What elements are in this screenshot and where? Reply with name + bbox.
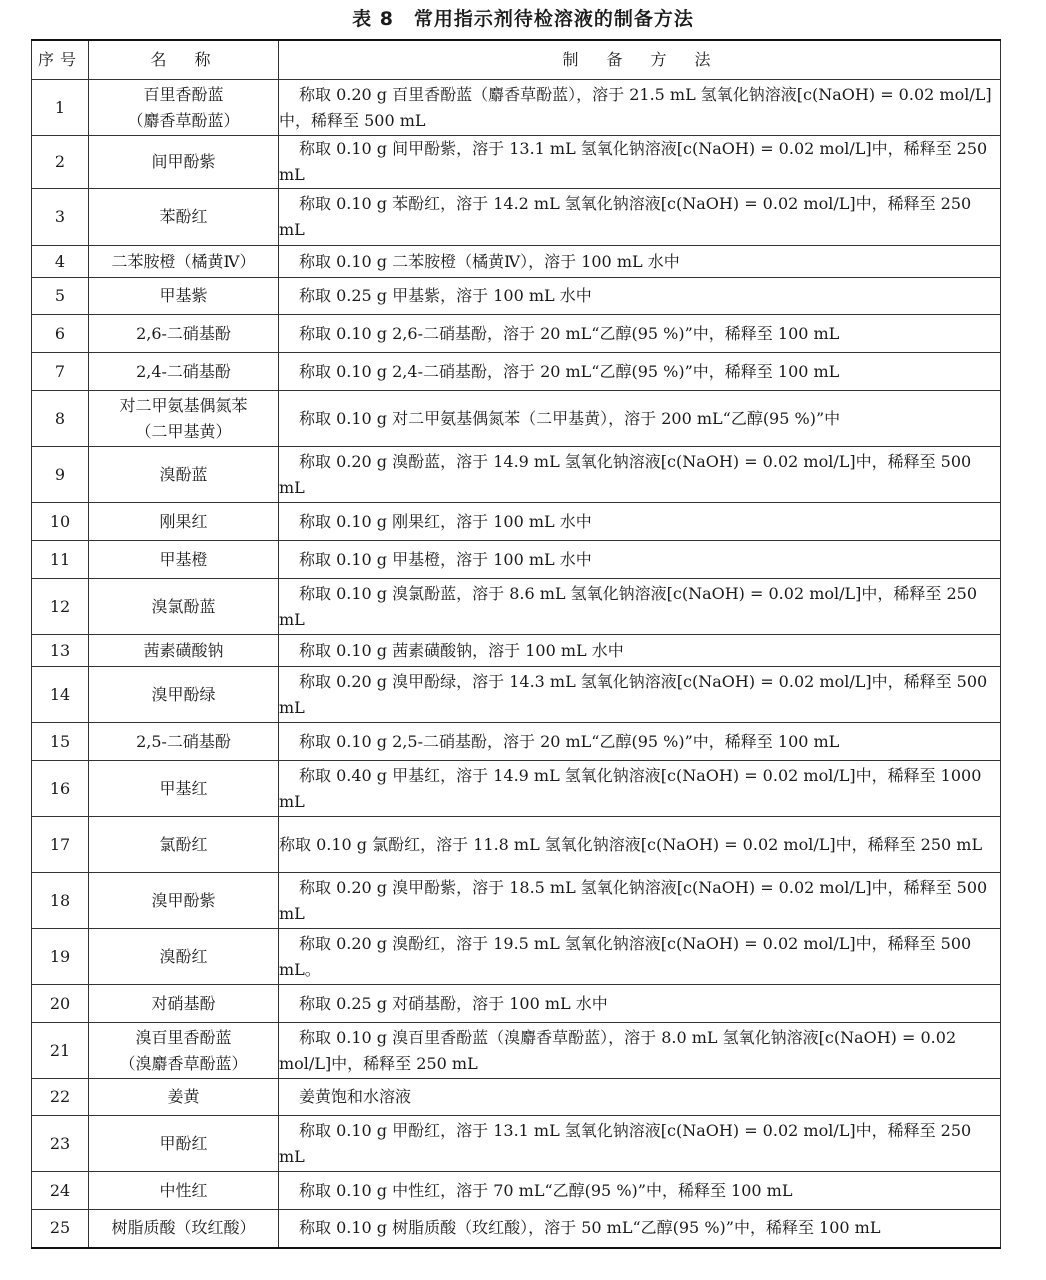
table-row xyxy=(32,1023,1001,1079)
row-number: 24 xyxy=(32,1172,89,1210)
preparation-method: 称取 0.10 g 茜素磺酸钠，溶于 100 mL 水中 xyxy=(279,635,1001,667)
table-row xyxy=(32,136,1001,189)
table-body xyxy=(32,80,1001,1248)
indicator-preparation-table xyxy=(31,39,1001,1249)
preparation-method: 称取 0.25 g 甲基紫，溶于 100 mL 水中 xyxy=(279,278,1001,315)
preparation-method: 姜黄饱和水溶液 xyxy=(279,1079,1001,1116)
table-row xyxy=(32,873,1001,929)
row-number: 11 xyxy=(32,541,89,579)
row-number: 10 xyxy=(32,503,89,541)
indicator-name: 溴百里香酚蓝 （溴麝香草酚蓝） xyxy=(89,1023,279,1079)
table-title: 表 8 常用指示剂待检溶液的制备方法 xyxy=(352,8,694,30)
header-method: 制 备 方 法 xyxy=(279,40,1001,80)
row-number: 7 xyxy=(32,353,89,391)
table-row xyxy=(32,1116,1001,1172)
preparation-method: 称取 0.20 g 溴酚红，溶于 19.5 mL 氢氧化钠溶液[c(NaOH) = 0.02 mol/L]中，稀释至 500 mL。 xyxy=(279,929,1001,985)
preparation-method: 称取 0.25 g 对硝基酚，溶于 100 mL 水中 xyxy=(279,985,1001,1023)
row-number: 16 xyxy=(32,761,89,817)
indicator-name: 溴酚红 xyxy=(89,929,279,985)
indicator-name: 甲基橙 xyxy=(89,541,279,579)
row-number: 2 xyxy=(32,136,89,189)
row-number: 14 xyxy=(32,667,89,723)
preparation-method: 称取 0.10 g 苯酚红，溶于 14.2 mL 氢氧化钠溶液[c(NaOH) = 0.02 mol/L]中，稀释至 250 mL xyxy=(279,189,1001,246)
indicator-name: 中性红 xyxy=(89,1172,279,1210)
table-row xyxy=(32,315,1001,353)
row-number: 23 xyxy=(32,1116,89,1172)
table-row xyxy=(32,246,1001,278)
table-row xyxy=(32,391,1001,447)
indicator-name: 2,6-二硝基酚 xyxy=(89,315,279,353)
row-number: 3 xyxy=(32,189,89,246)
preparation-method: 称取 0.10 g 2,4-二硝基酚，溶于 20 mL“乙醇(95 %)”中，稀释至 100 mL xyxy=(279,353,1001,391)
table-row xyxy=(32,189,1001,246)
row-number: 4 xyxy=(32,246,89,278)
indicator-name: 对二甲氨基偶氮苯 （二甲基黄） xyxy=(89,391,279,447)
table-row xyxy=(32,278,1001,315)
indicator-name: 氯酚红 xyxy=(89,817,279,873)
indicator-name: 苯酚红 xyxy=(89,189,279,246)
row-number: 18 xyxy=(32,873,89,929)
preparation-method: 称取 0.10 g 溴氯酚蓝，溶于 8.6 mL 氢氧化钠溶液[c(NaOH) = 0.02 mol/L]中，稀释至 250 mL xyxy=(279,579,1001,635)
row-number: 21 xyxy=(32,1023,89,1079)
preparation-method: 称取 0.10 g 2,6-二硝基酚，溶于 20 mL“乙醇(95 %)”中，稀释至 100 mL xyxy=(279,315,1001,353)
preparation-method: 称取 0.20 g 溴甲酚紫，溶于 18.5 mL 氢氧化钠溶液[c(NaOH) = 0.02 mol/L]中，稀释至 500 mL xyxy=(279,873,1001,929)
indicator-name: 树脂质酸（玫红酸） xyxy=(89,1210,279,1248)
preparation-method: 称取 0.10 g 树脂质酸（玫红酸），溶于 50 mL“乙醇(95 %)”中，稀释至 100 mL xyxy=(279,1210,1001,1248)
preparation-method: 称取 0.10 g 刚果红，溶于 100 mL 水中 xyxy=(279,503,1001,541)
table-row xyxy=(32,667,1001,723)
preparation-method: 称取 0.10 g 2,5-二硝基酚，溶于 20 mL“乙醇(95 %)”中，稀释至 100 mL xyxy=(279,723,1001,761)
preparation-method: 称取 0.10 g 对二甲氨基偶氮苯（二甲基黄），溶于 200 mL“乙醇(95 %)”中 xyxy=(279,391,1001,447)
row-number: 8 xyxy=(32,391,89,447)
row-number: 20 xyxy=(32,985,89,1023)
preparation-method: 称取 0.10 g 溴百里香酚蓝（溴麝香草酚蓝），溶于 8.0 mL 氢氧化钠溶液[c(NaOH) = 0.02 mol/L]中，稀释至 250 mL xyxy=(279,1023,1001,1079)
header-name: 名 称 xyxy=(89,40,279,80)
table-row xyxy=(32,1079,1001,1116)
table-row xyxy=(32,985,1001,1023)
row-number: 22 xyxy=(32,1079,89,1116)
table-row xyxy=(32,761,1001,817)
indicator-name: 对硝基酚 xyxy=(89,985,279,1023)
indicator-name: 甲酚红 xyxy=(89,1116,279,1172)
table-row xyxy=(32,541,1001,579)
preparation-method: 称取 0.10 g 中性红，溶于 70 mL“乙醇(95 %)”中，稀释至 100 mL xyxy=(279,1172,1001,1210)
table-row xyxy=(32,817,1001,873)
preparation-method: 称取 0.20 g 百里香酚蓝（麝香草酚蓝），溶于 21.5 mL 氢氧化钠溶液[c(NaOH) = 0.02 mol/L]中，稀释至 500 mL xyxy=(279,80,1001,136)
preparation-method: 称取 0.10 g 二苯胺橙（橘黄Ⅳ），溶于 100 mL 水中 xyxy=(279,246,1001,278)
table-row xyxy=(32,929,1001,985)
table-row xyxy=(32,503,1001,541)
preparation-method: 称取 0.10 g 甲基橙，溶于 100 mL 水中 xyxy=(279,541,1001,579)
indicator-name: 2,5-二硝基酚 xyxy=(89,723,279,761)
table-row xyxy=(32,635,1001,667)
table-row xyxy=(32,723,1001,761)
indicator-name: 二苯胺橙（橘黄Ⅳ） xyxy=(89,246,279,278)
header-no: 序号 xyxy=(32,40,89,80)
row-number: 15 xyxy=(32,723,89,761)
row-number: 17 xyxy=(32,817,89,873)
indicator-name: 甲基红 xyxy=(89,761,279,817)
indicator-name: 间甲酚紫 xyxy=(89,136,279,189)
row-number: 5 xyxy=(32,278,89,315)
table-row xyxy=(32,353,1001,391)
row-number: 25 xyxy=(32,1210,89,1248)
preparation-method: 称取 0.20 g 溴甲酚绿，溶于 14.3 mL 氢氧化钠溶液[c(NaOH) = 0.02 mol/L]中，稀释至 500 mL xyxy=(279,667,1001,723)
indicator-name: 甲基紫 xyxy=(89,278,279,315)
table-row xyxy=(32,1210,1001,1248)
indicator-name: 刚果红 xyxy=(89,503,279,541)
preparation-method: 称取 0.10 g 氯酚红，溶于 11.8 mL 氢氧化钠溶液[c(NaOH) = 0.02 mol/L]中，稀释至 250 mL xyxy=(279,817,1001,873)
row-number: 19 xyxy=(32,929,89,985)
table-header-row xyxy=(32,40,1001,80)
preparation-method: 称取 0.40 g 甲基红，溶于 14.9 mL 氢氧化钠溶液[c(NaOH) = 0.02 mol/L]中，稀释至 1000 mL xyxy=(279,761,1001,817)
table-row xyxy=(32,1172,1001,1210)
preparation-method: 称取 0.20 g 溴酚蓝，溶于 14.9 mL 氢氧化钠溶液[c(NaOH) = 0.02 mol/L]中，稀释至 500 mL xyxy=(279,447,1001,503)
preparation-method: 称取 0.10 g 甲酚红，溶于 13.1 mL 氢氧化钠溶液[c(NaOH) = 0.02 mol/L]中，稀释至 250 mL xyxy=(279,1116,1001,1172)
row-number: 1 xyxy=(32,80,89,136)
indicator-name: 2,4-二硝基酚 xyxy=(89,353,279,391)
indicator-name: 茜素磺酸钠 xyxy=(89,635,279,667)
indicator-name: 姜黄 xyxy=(89,1079,279,1116)
table-row xyxy=(32,579,1001,635)
table-row xyxy=(32,80,1001,136)
indicator-name: 溴甲酚绿 xyxy=(89,667,279,723)
indicator-name: 溴氯酚蓝 xyxy=(89,579,279,635)
preparation-method: 称取 0.10 g 间甲酚紫，溶于 13.1 mL 氢氧化钠溶液[c(NaOH) = 0.02 mol/L]中，稀释至 250 mL xyxy=(279,136,1001,189)
row-number: 6 xyxy=(32,315,89,353)
table-row xyxy=(32,447,1001,503)
indicator-name: 百里香酚蓝 （麝香草酚蓝） xyxy=(89,80,279,136)
row-number: 13 xyxy=(32,635,89,667)
indicator-name: 溴甲酚紫 xyxy=(89,873,279,929)
indicator-name: 溴酚蓝 xyxy=(89,447,279,503)
row-number: 9 xyxy=(32,447,89,503)
row-number: 12 xyxy=(32,579,89,635)
